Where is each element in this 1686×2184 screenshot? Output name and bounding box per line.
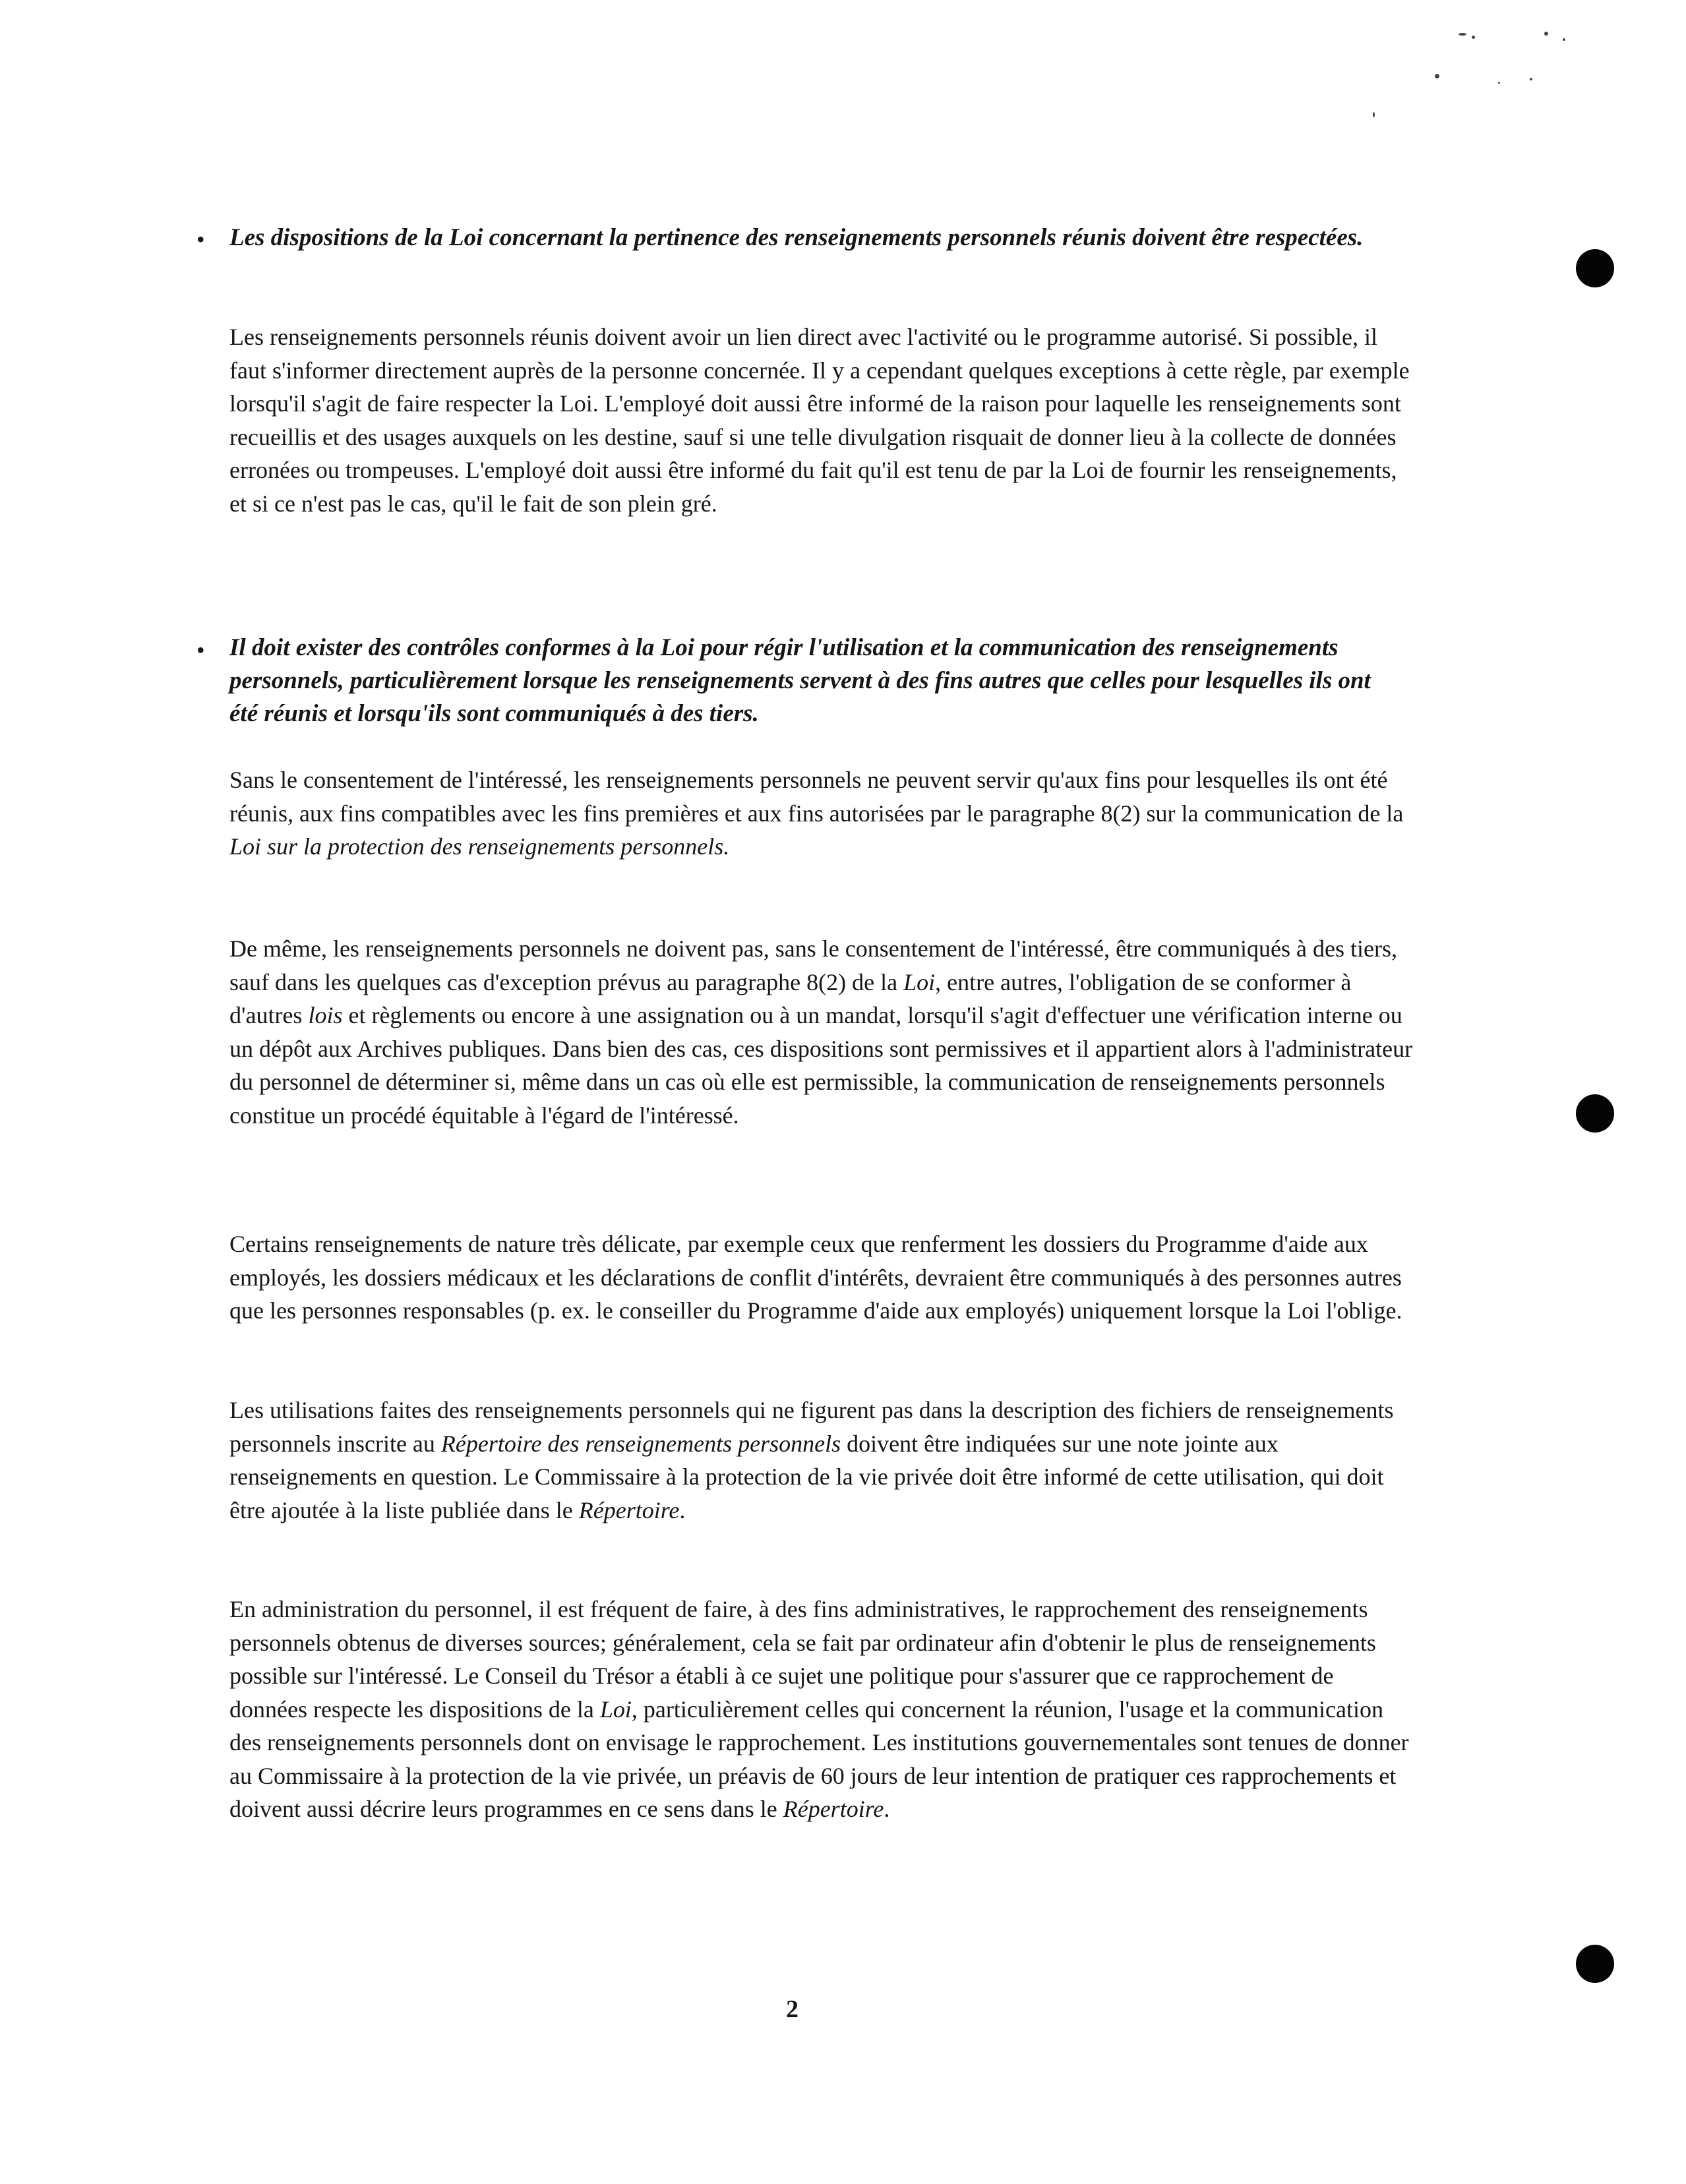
scan-speck (1459, 33, 1466, 36)
scan-speck (1544, 32, 1548, 36)
paragraph-text: De même, les renseignements personnels ne doivent pas, sans le consentement de l'intéressé, être communiqués à des tiers, sauf dans les quelques cas d'exception prévus au paragraphe 8(2) de la (229, 935, 1397, 995)
scan-speck (1472, 36, 1475, 39)
paragraph-text: doivent être indiquées sur une note jointe aux renseignements en question. Le Commissaire à la protection de la vie privée doit être informé de cette utilisation, qui doit être ajoutée à la liste publiée dans le (229, 1430, 1384, 1523)
body-paragraph (229, 1593, 1416, 1826)
paragraph-text: , particulièrement celles qui concernent la réunion, l'usage et la communication des renseignements personnels dont on envisage le rapprochement. Les institutions gouvernementales sont tenues de donner au Commissaire à la protection de la vie privée, un préavis de 60 jours de leur intention de pratiquer ces rapprochements et doivent aussi décrire leurs programmes en ce sens dans le (229, 1696, 1409, 1822)
scan-speck (1435, 74, 1439, 78)
scan-speck (1373, 112, 1375, 117)
scan-speck (1498, 82, 1500, 84)
section-heading: Il doit exister des contrôles conformes à la Loi pour régir l'utilisation et la communication des renseignements personnels, particulièrement lorsque les renseignements servent à des fins autres que celles pour lesquelles ils ont été réunis et lorsqu'ils sont communiqués à des tiers. (229, 634, 1371, 727)
law-reference: lois (308, 1002, 343, 1028)
punch-hole-middle (1576, 1094, 1614, 1133)
paragraph-text: Les utilisations faites des renseignements personnels qui ne figurent pas dans la description des fichiers de renseignements personnels inscrite au (229, 1397, 1394, 1457)
paragraph-text: , entre autres, l'obligation de se conformer à d'autres (229, 968, 1352, 1028)
scan-speck (1530, 78, 1532, 80)
bullet-marker: • (196, 226, 205, 252)
paragraph-text: et règlements ou encore à une assignation ou à un mandat, lorsqu'il s'agit d'effectuer une vérification interne ou un dépôt aux Archives publiques. Dans bien des cas, ces dispositions sont permissives et il appartient alors à l'administrateur du personnel de déterminer si, même dans un cas où elle est permissible, la communication de renseignements personnels constitue un procédé équitable à l'égard de l'intéressé. (229, 1002, 1413, 1129)
punch-hole-bottom (1576, 1945, 1614, 1983)
paragraph-text: . (679, 1496, 686, 1523)
bullet-marker: • (196, 637, 205, 663)
body-paragraph (229, 763, 1416, 864)
punch-hole-top (1576, 249, 1614, 287)
paragraph-text: En administration du personnel, il est fréquent de faire, à des fins administratives, le rapprochement des renseignements personnels obtenus de diverses sources; généralement, cela se fait par ordinateur afin d'obtenir le plus de renseignements possible sur l'intéressé. Le Conseil du Trésor a établi à ce sujet une politique pour s'assurer que ce rapprochement de données respecte les dispositions de la (229, 1596, 1376, 1723)
body-paragraph: Certains renseignements de nature très délicate, par exemple ceux que renferment les dossiers du Programme d'aide aux employés, les dossiers médicaux et les déclarations de conflit d'intérêts, devraient être communiqués à des personnes autres que les personnes responsables (p. ex. le conseiller du Programme d'aide aux employés) uniquement lorsque la Loi l'oblige. (229, 1231, 1402, 1324)
body-paragraph (229, 932, 1416, 1132)
register-title: Répertoire (578, 1496, 680, 1523)
body-paragraph: Les renseignements personnels réunis doivent avoir un lien direct avec l'activité ou le programme autorisé. Si possible, il faut s'informer directement auprès de la personne concernée. Il y a cependant quelques exceptions à cette règle, par exemple lorsqu'il s'agit de faire respecter la Loi. L'employé doit aussi être informé de la raison pour laquelle les renseignements sont recueillis et des usages auxquels on les destine, sauf si une telle divulgation risquait de donner lieu à la collecte de données erronées ou trompeuses. L'employé doit aussi être informé du fait qu'il est tenu de par la Loi de fournir les renseignements, et si ce n'est pas le cas, qu'il le fait de son plein gré. (229, 324, 1410, 517)
law-reference: Loi (903, 968, 936, 995)
paragraph-text: . (884, 1796, 890, 1822)
register-title: Répertoire (783, 1796, 884, 1822)
law-reference: Loi (599, 1696, 632, 1723)
body-paragraph (229, 1394, 1416, 1527)
section-heading: Les dispositions de la Loi concernant la pertinence des renseignements personnels réunis doivent être respectées. (229, 224, 1364, 251)
scan-speck (1563, 38, 1565, 41)
paragraph-text: Sans le consentement de l'intéressé, les renseignements personnels ne peuvent servir qu'aux fins pour lesquelles ils ont été réunis, aux fins compatibles avec les fins premières et aux fins autorisées par le paragraphe 8(2) sur la communication de la (229, 767, 1404, 827)
law-title: Loi sur la protection des renseignements personnels. (229, 833, 730, 860)
register-title: Répertoire des renseignements personnels (440, 1430, 841, 1457)
page-number: 2 (786, 1995, 798, 2023)
